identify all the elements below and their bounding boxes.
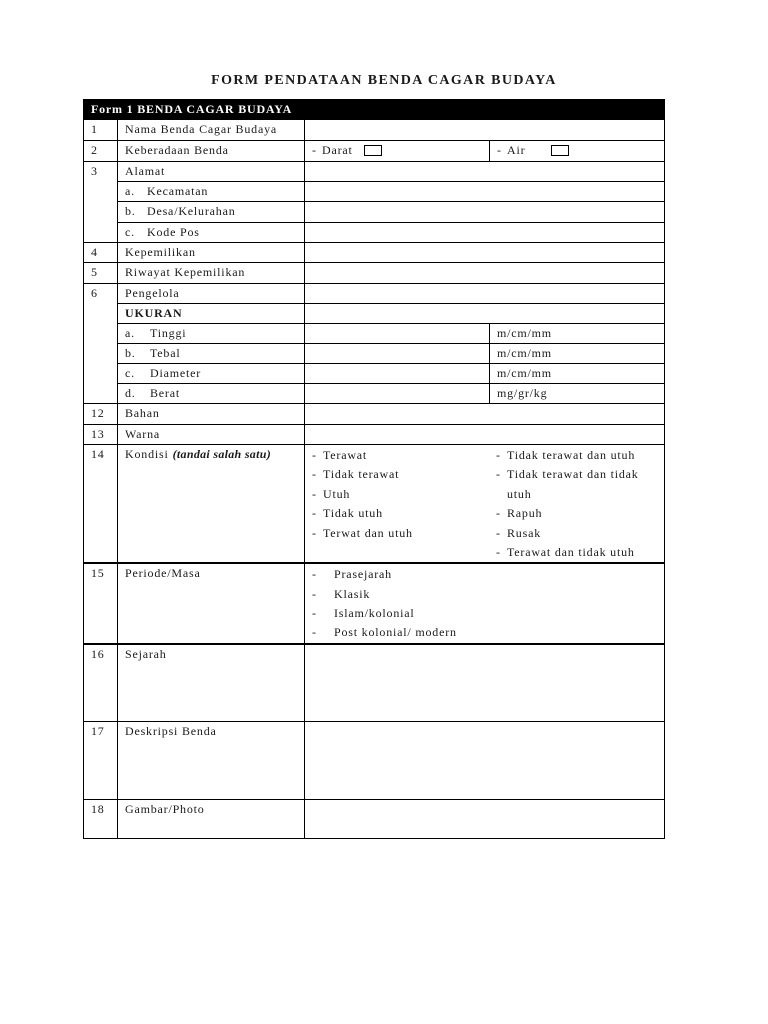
list-bullet: - xyxy=(312,448,317,462)
option-label: Darat xyxy=(322,143,353,157)
field-label-bahan: Bahan xyxy=(118,404,305,425)
ukuran-field[interactable] xyxy=(305,304,665,324)
option-label: Utuh xyxy=(323,486,351,501)
sejarah-field[interactable] xyxy=(305,644,665,722)
kondisi-option-continuation xyxy=(496,485,664,504)
item-label: Kecamatan xyxy=(147,184,209,198)
list-bullet: - xyxy=(312,525,317,540)
ukuran-item-diameter xyxy=(118,364,305,384)
field-label-keberadaan: Keberadaan Benda xyxy=(118,141,305,162)
kondisi-note: (tandai salah satu) xyxy=(172,447,271,461)
option-label: Klasik xyxy=(334,586,371,601)
ukuran-item-tinggi xyxy=(118,324,305,344)
option-label: Post kolonial/ modern xyxy=(334,625,457,640)
kondisi-label: Kondisi xyxy=(125,447,169,461)
field-label-periode: Periode/Masa xyxy=(118,563,305,643)
form-title: FORM PENDATAAN BENDA CAGAR BUDAYA xyxy=(211,73,557,88)
list-bullet: - xyxy=(496,506,501,521)
row-number: 3 xyxy=(84,162,118,243)
option-label: Terawat xyxy=(323,448,368,462)
item-letter: d. xyxy=(125,386,136,400)
field-label-warna: Warna xyxy=(118,425,305,445)
list-bullet: - xyxy=(312,467,317,482)
option-label: Islam/kolonial xyxy=(334,605,415,620)
kondisi-options xyxy=(305,445,665,564)
ukuran-item-tebal xyxy=(118,344,305,364)
row-number: 17 xyxy=(84,722,118,800)
list-bullet: - xyxy=(312,143,317,157)
alamat-field[interactable] xyxy=(305,162,665,182)
kode-pos-field[interactable] xyxy=(305,223,665,243)
periode-options xyxy=(305,563,665,643)
field-label-deskripsi: Deskripsi Benda xyxy=(118,722,305,800)
tinggi-value-field[interactable] xyxy=(305,324,490,344)
kondisi-option xyxy=(312,485,490,504)
list-bullet: - xyxy=(312,506,317,521)
option-label: Tidak terawat dan utuh xyxy=(507,448,636,462)
ukuran-item-berat xyxy=(118,384,305,404)
item-label: Tinggi xyxy=(150,326,187,340)
kondisi-option xyxy=(496,524,664,543)
sub-label-kode-pos xyxy=(118,223,305,243)
item-label: Kode Pos xyxy=(147,225,200,239)
tebal-unit: m/cm/mm xyxy=(490,344,665,364)
row-number: 15 xyxy=(84,563,118,643)
list-bullet: - xyxy=(497,143,502,157)
kondisi-option xyxy=(312,446,490,465)
list-bullet: - xyxy=(312,486,317,501)
field-label-nama-benda: Nama Benda Cagar Budaya xyxy=(118,120,305,141)
option-label: Air xyxy=(507,143,526,157)
list-bullet: - xyxy=(312,625,317,640)
kondisi-option xyxy=(496,543,664,562)
list-bullet: - xyxy=(496,544,501,559)
row-number: 12 xyxy=(84,404,118,425)
row-number: 18 xyxy=(84,800,118,839)
option-label: utuh xyxy=(507,486,532,501)
bahan-field[interactable] xyxy=(305,404,665,425)
berat-unit: mg/gr/kg xyxy=(490,384,665,404)
ukuran-heading: UKURAN xyxy=(118,304,305,324)
item-letter: a. xyxy=(125,326,135,340)
option-label: Terawat dan tidak utuh xyxy=(507,544,635,559)
row-number: 2 xyxy=(84,141,118,162)
desa-field[interactable] xyxy=(305,202,665,223)
item-letter: b. xyxy=(125,346,136,360)
kondisi-options-left xyxy=(312,446,490,562)
row-number: 14 xyxy=(84,445,118,564)
air-checkbox[interactable] xyxy=(551,145,569,156)
option-label: Tidak utuh xyxy=(323,506,383,521)
field-label-alamat: Alamat xyxy=(118,162,305,182)
kondisi-option xyxy=(312,504,490,523)
gambar-field[interactable] xyxy=(305,800,665,839)
row-number: 1 xyxy=(84,120,118,141)
option-air xyxy=(490,141,665,162)
kepemilikan-field[interactable] xyxy=(305,243,665,263)
riwayat-kepemilikan-field[interactable] xyxy=(305,263,665,284)
option-label: Tidak terawat dan tidak xyxy=(507,467,639,482)
row-number: 16 xyxy=(84,644,118,722)
form-table xyxy=(83,99,665,839)
kondisi-option xyxy=(496,465,664,484)
deskripsi-field[interactable] xyxy=(305,722,665,800)
periode-option xyxy=(312,604,664,623)
kondisi-option xyxy=(496,504,664,523)
diameter-unit: m/cm/mm xyxy=(490,364,665,384)
option-darat xyxy=(305,141,490,162)
periode-option xyxy=(312,623,664,642)
row-number: 13 xyxy=(84,425,118,445)
option-label: Rusak xyxy=(507,525,541,540)
kondisi-option xyxy=(312,465,490,484)
kondisi-option xyxy=(496,446,664,465)
nama-benda-field[interactable] xyxy=(305,120,665,141)
kondisi-options-right xyxy=(490,446,664,562)
list-bullet: - xyxy=(496,525,501,540)
item-label: Desa/Kelurahan xyxy=(147,204,236,218)
list-bullet: - xyxy=(312,586,317,601)
sub-label-desa xyxy=(118,202,305,223)
item-letter: c. xyxy=(125,225,135,239)
item-letter: c. xyxy=(125,366,135,380)
option-label: Prasejarah xyxy=(334,567,392,582)
list-bullet: - xyxy=(312,605,317,620)
diameter-value-field[interactable] xyxy=(305,364,490,384)
list-bullet: - xyxy=(312,567,317,582)
item-label: Berat xyxy=(150,386,180,400)
pengelola-field[interactable] xyxy=(305,284,665,304)
kecamatan-field[interactable] xyxy=(305,182,665,202)
item-label: Diameter xyxy=(150,366,202,380)
row-number: 6 xyxy=(84,284,118,404)
list-bullet: - xyxy=(496,448,501,462)
sub-label-kecamatan xyxy=(118,182,305,202)
warna-field[interactable] xyxy=(305,425,665,445)
item-label: Tebal xyxy=(150,346,181,360)
darat-checkbox[interactable] xyxy=(364,145,382,156)
option-label: Terwat dan utuh xyxy=(323,525,413,540)
list-bullet: - xyxy=(496,467,501,482)
field-label-gambar: Gambar/Photo xyxy=(118,800,305,839)
row-number: 5 xyxy=(84,263,118,284)
field-label-kondisi xyxy=(118,445,305,564)
option-label: Rapuh xyxy=(507,506,543,521)
field-label-sejarah: Sejarah xyxy=(118,644,305,722)
periode-option xyxy=(312,585,664,604)
field-label-riwayat-kepemilikan: Riwayat Kepemilikan xyxy=(118,263,305,284)
field-label-pengelola: Pengelola xyxy=(118,284,305,304)
berat-value-field[interactable] xyxy=(305,384,490,404)
field-label-kepemilikan: Kepemilikan xyxy=(118,243,305,263)
tinggi-unit: m/cm/mm xyxy=(490,324,665,344)
option-label: Tidak terawat xyxy=(323,467,400,482)
tebal-value-field[interactable] xyxy=(305,344,490,364)
row-number: 4 xyxy=(84,243,118,263)
kondisi-option xyxy=(312,524,490,543)
item-letter: a. xyxy=(125,184,135,198)
section-header: Form 1 BENDA CAGAR BUDAYA xyxy=(84,100,665,120)
periode-option xyxy=(312,565,664,584)
item-letter: b. xyxy=(125,204,136,218)
